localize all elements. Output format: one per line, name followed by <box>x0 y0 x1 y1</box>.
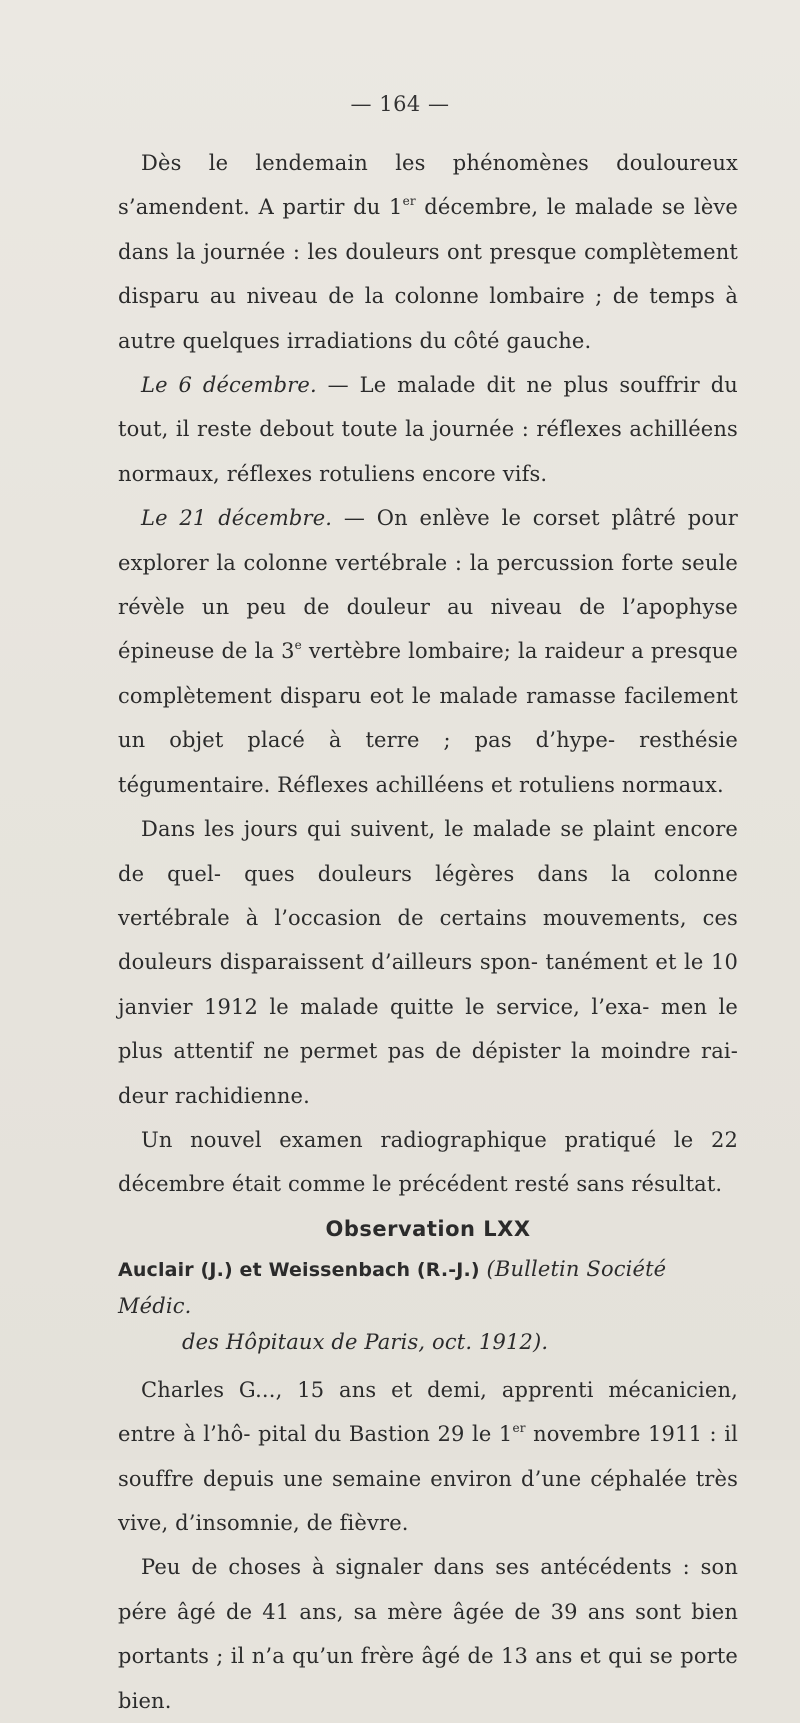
citation-reference-continued: des Hôpitaux de Paris, oct. 1912). <box>182 1329 549 1354</box>
paragraph <box>118 1368 738 1546</box>
paragraph: Un nouvel examen radiographique pratiqué le 22 décembre était comme le précédent resté sans résultat. <box>118 1127 738 1197</box>
paragraph <box>118 496 738 807</box>
text-run: décembre, le malade se lève dans la journée : les douleurs ont presque complètement disparu au niveau de la colonne lombaire ; de temps à autre quelques irradiations du côté gauche. <box>118 195 738 353</box>
citation-reference: (Bulletin Société Médic. <box>118 1256 667 1318</box>
page-number: — 164 — <box>350 92 450 116</box>
observation-heading: Observation LXX <box>325 1216 531 1241</box>
citation-authors: Auclair (J.) et Weissenbach (R.-J.) <box>118 1258 480 1281</box>
text-run: vertèbre lombaire; la raideur a presque complètement disparu eot le malade ramasse facilement un objet placé à terre ; pas d’hype- resthésie tégumentaire. Réflexes achilléens et rotuliens normaux. <box>118 639 738 797</box>
body-text <box>118 141 738 1723</box>
paragraph: Peu de choses à signaler dans ses antécédents : son pére âgé de 41 ans, sa mère âgée de 39 ans sont bien portants ; il n’a qu’un frère âgé de 13 ans et qui se porte bien. <box>118 1555 738 1713</box>
date-heading: Le 6 décembre. <box>141 373 317 398</box>
citation <box>118 1251 738 1360</box>
paragraph: Dans les jours qui suivent, le malade se plaint encore de quel- ques douleurs légères dans la colonne vertébrale à l’occasion de certains mouvements, ces douleurs disparaissent d’ailleurs spon- tanément et le 10 janvier 1912 le malade quitte le service, l’exa- men le plus attentif ne permet pas de dépister la moindre rai- deur rachidienne. <box>118 817 738 1108</box>
text-run: Charles G..., 15 ans et demi, apprenti mécanicien, entre à l’hô- pital du Bastion 29 le 1 <box>118 1377 738 1447</box>
superscript: e <box>294 638 302 653</box>
superscript: er <box>512 1421 526 1436</box>
text-run: — On enlève le corset plâtré pour explorer la colonne vertébrale : la percussion forte seule révèle un peu de douleur au niveau de l’apophyse épineuse de la 3 <box>118 506 738 664</box>
superscript: er <box>402 194 416 209</box>
date-heading: Le 21 décembre. <box>141 506 333 531</box>
paragraph <box>118 141 738 363</box>
paragraph <box>118 363 738 496</box>
text-run: Dès le lendemain les phénomènes douloureux s’amendent. A partir du 1 <box>118 151 738 220</box>
text-run: novembre 1911 : il souffre depuis une semaine environ d’une céphalée très vive, d’insomnie, de fièvre. <box>118 1422 738 1535</box>
text-run: — Le malade dit ne plus souffrir du tout, il reste debout toute la journée : réflexes achilléens normaux, réflexes rotuliens encore vifs. <box>118 373 738 486</box>
